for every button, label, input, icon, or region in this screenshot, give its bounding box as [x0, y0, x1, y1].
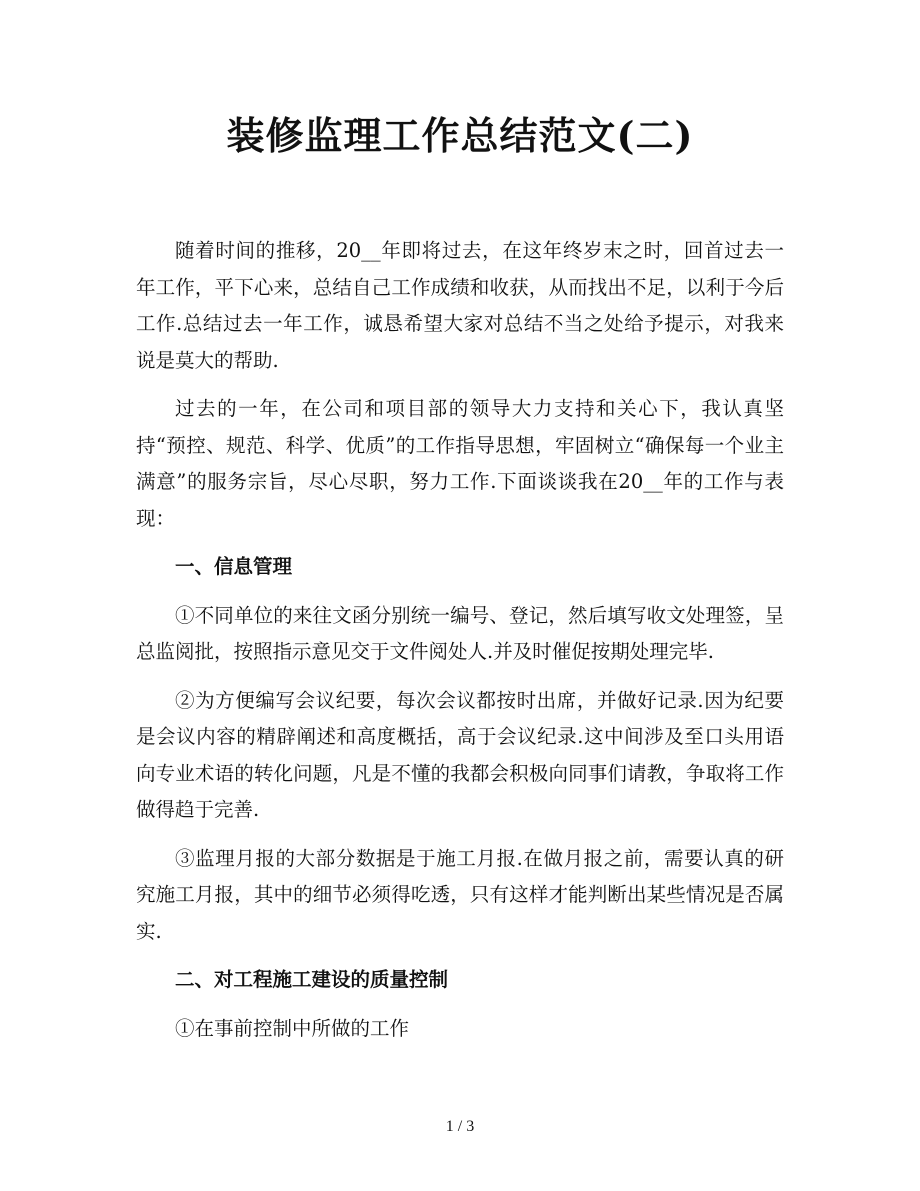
page-number: 1 / 3	[445, 1118, 475, 1135]
section-1-item-2: ②为方便编写会议纪要，每次会议都按时出席，并做好记录.因为纪要是会议内容的精辟阐述和高度概括，高于会议纪录.这中间涉及至口头用语向专业术语的转化问题，凡是不懂的我都会积极向同事们请教，争取将工作做得趋于完善.	[136, 688, 784, 821]
section-1-item-3: ③监理月报的大部分数据是于施工月报.在做月报之前，需要认真的研究施工月报，其中的细节必须得吃透，只有这样才能判断出某些情况是否属实.	[136, 846, 784, 943]
document-title: 装修监理工作总结范文(二)	[226, 113, 694, 158]
document-body	[136, 233, 784, 1059]
section-heading-quality-control: 二、对工程施工建设的质量控制	[175, 968, 449, 991]
overview-paragraph: 过去的一年，在公司和项目部的领导大力支持和关心下，我认真坚持“预控、规范、科学、优质”的工作指导思想，牢固树立“确保每一个业主满意”的服务宗旨，尽心尽职，努力工作.下面谈谈我在20__年的工作与表现：	[136, 397, 784, 530]
section-2-item-1: ①在事前控制中所做的工作	[175, 1016, 410, 1040]
intro-paragraph: 随着时间的推移，20__年即将过去，在这年终岁末之时，回首过去一年工作，平下心来，总结自己工作成绩和收获，从而找出不足，以利于今后工作.总结过去一年工作，诚恳希望大家对总结不当之处给予提示，对我来说是莫大的帮助.	[136, 239, 784, 372]
section-1-item-1: ①不同单位的来往文函分别统一编号、登记，然后填写收文处理签，呈总监阅批，按照指示意见交于文件阅处人.并及时催促按期处理完毕.	[136, 603, 784, 663]
section-heading-info-management: 一、信息管理	[175, 555, 293, 578]
